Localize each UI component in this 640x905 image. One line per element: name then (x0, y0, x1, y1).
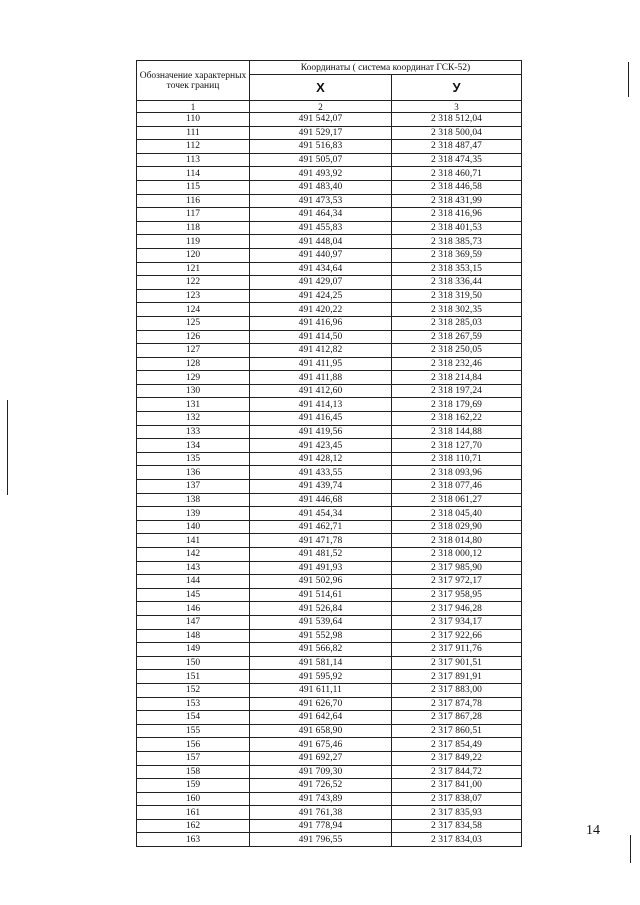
point-number-cell: 130 (137, 384, 250, 398)
point-number-cell: 153 (137, 697, 250, 711)
point-number-cell: 116 (137, 194, 250, 208)
table-row (137, 534, 522, 548)
table-row (137, 819, 522, 833)
y-coordinate-cell: 2 318 110,71 (392, 452, 522, 466)
point-number-cell: 156 (137, 738, 250, 752)
point-number-cell: 139 (137, 507, 250, 521)
x-coordinate-cell: 491 796,55 (250, 833, 392, 847)
point-number-cell: 131 (137, 398, 250, 412)
point-number-cell: 157 (137, 751, 250, 765)
x-coordinate-cell: 491 414,13 (250, 398, 392, 412)
y-coordinate-cell: 2 318 214,84 (392, 371, 522, 385)
y-coordinate-cell: 2 318 431,99 (392, 194, 522, 208)
y-coordinate-cell: 2 318 179,69 (392, 398, 522, 412)
table-row (137, 738, 522, 752)
table-row (137, 248, 522, 262)
y-coordinate-cell: 2 318 250,05 (392, 344, 522, 358)
x-coordinate-cell: 491 483,40 (250, 180, 392, 194)
column-number-2: 2 (250, 101, 392, 113)
point-number-cell: 155 (137, 724, 250, 738)
x-coordinate-cell: 491 502,96 (250, 575, 392, 589)
table-row (137, 425, 522, 439)
table-body (137, 113, 522, 847)
point-number-cell: 112 (137, 140, 250, 154)
point-number-cell: 138 (137, 493, 250, 507)
point-number-cell: 135 (137, 452, 250, 466)
y-coordinate-cell: 2 317 901,51 (392, 656, 522, 670)
point-number-cell: 150 (137, 656, 250, 670)
x-coordinate-cell: 491 658,90 (250, 724, 392, 738)
point-number-cell: 140 (137, 520, 250, 534)
x-coordinate-cell: 491 412,60 (250, 384, 392, 398)
x-coordinate-cell: 491 448,04 (250, 235, 392, 249)
table-row (137, 194, 522, 208)
point-number-cell: 118 (137, 221, 250, 235)
x-coordinate-cell: 491 566,82 (250, 643, 392, 657)
table-row (137, 140, 522, 154)
y-coordinate-cell: 2 317 849,22 (392, 751, 522, 765)
point-number-cell: 120 (137, 248, 250, 262)
point-number-cell: 132 (137, 412, 250, 426)
point-number-cell: 133 (137, 425, 250, 439)
y-coordinate-cell: 2 318 353,15 (392, 262, 522, 276)
x-coordinate-cell: 491 464,34 (250, 208, 392, 222)
point-number-cell: 148 (137, 629, 250, 643)
x-coordinate-cell: 491 542,07 (250, 113, 392, 127)
y-coordinate-cell: 2 317 867,28 (392, 711, 522, 725)
y-coordinate-cell: 2 318 267,59 (392, 330, 522, 344)
y-coordinate-cell: 2 318 093,96 (392, 466, 522, 480)
point-number-cell: 114 (137, 167, 250, 181)
y-coordinate-cell: 2 317 874,78 (392, 697, 522, 711)
point-number-cell: 137 (137, 480, 250, 494)
x-coordinate-cell: 491 433,55 (250, 466, 392, 480)
y-coordinate-cell: 2 317 911,76 (392, 643, 522, 657)
table-row (137, 493, 522, 507)
header-x: X (250, 75, 392, 101)
point-number-cell: 117 (137, 208, 250, 222)
x-coordinate-cell: 491 595,92 (250, 670, 392, 684)
point-number-cell: 110 (137, 113, 250, 127)
y-coordinate-cell: 2 318 014,80 (392, 534, 522, 548)
x-coordinate-cell: 491 581,14 (250, 656, 392, 670)
y-coordinate-cell: 2 318 127,70 (392, 439, 522, 453)
table-row (137, 507, 522, 521)
point-number-cell: 151 (137, 670, 250, 684)
x-coordinate-cell: 491 675,46 (250, 738, 392, 752)
x-coordinate-cell: 491 493,92 (250, 167, 392, 181)
table-row (137, 289, 522, 303)
table-row (137, 208, 522, 222)
x-coordinate-cell: 491 505,07 (250, 153, 392, 167)
y-coordinate-cell: 2 318 162,22 (392, 412, 522, 426)
y-coordinate-cell: 2 318 512,04 (392, 113, 522, 127)
table-row (137, 330, 522, 344)
table-row (137, 235, 522, 249)
x-coordinate-cell: 491 416,45 (250, 412, 392, 426)
table-row (137, 153, 522, 167)
scan-edge-mark-left (7, 400, 8, 495)
point-number-cell: 160 (137, 792, 250, 806)
point-number-cell: 154 (137, 711, 250, 725)
y-coordinate-cell: 2 317 958,95 (392, 588, 522, 602)
y-coordinate-cell: 2 318 077,46 (392, 480, 522, 494)
x-coordinate-cell: 491 428,12 (250, 452, 392, 466)
table-row (137, 452, 522, 466)
x-coordinate-cell: 491 514,61 (250, 588, 392, 602)
point-number-cell: 147 (137, 615, 250, 629)
coordinates-table (136, 60, 522, 847)
table-row (137, 167, 522, 181)
table-row (137, 602, 522, 616)
y-coordinate-cell: 2 318 416,96 (392, 208, 522, 222)
x-coordinate-cell: 491 455,83 (250, 221, 392, 235)
table-row (137, 357, 522, 371)
y-coordinate-cell: 2 317 844,72 (392, 765, 522, 779)
table-row (137, 316, 522, 330)
y-coordinate-cell: 2 317 972,17 (392, 575, 522, 589)
x-coordinate-cell: 491 423,45 (250, 439, 392, 453)
point-number-cell: 145 (137, 588, 250, 602)
x-coordinate-cell: 491 526,84 (250, 602, 392, 616)
point-number-cell: 124 (137, 303, 250, 317)
point-number-cell: 158 (137, 765, 250, 779)
x-coordinate-cell: 491 416,96 (250, 316, 392, 330)
table-row (137, 126, 522, 140)
point-number-cell: 125 (137, 316, 250, 330)
table-row (137, 303, 522, 317)
x-coordinate-cell: 491 462,71 (250, 520, 392, 534)
table-row (137, 656, 522, 670)
y-coordinate-cell: 2 317 860,51 (392, 724, 522, 738)
x-coordinate-cell: 491 529,17 (250, 126, 392, 140)
x-coordinate-cell: 491 642,64 (250, 711, 392, 725)
header-coordinates: Координаты ( система координат ГСК-52) (250, 61, 522, 75)
x-coordinate-cell: 491 424,25 (250, 289, 392, 303)
y-coordinate-cell: 2 318 144,88 (392, 425, 522, 439)
x-coordinate-cell: 491 491,93 (250, 561, 392, 575)
y-coordinate-cell: 2 318 232,46 (392, 357, 522, 371)
point-number-cell: 126 (137, 330, 250, 344)
table-row (137, 643, 522, 657)
table-row (137, 344, 522, 358)
x-coordinate-cell: 491 473,53 (250, 194, 392, 208)
point-number-cell: 146 (137, 602, 250, 616)
y-coordinate-cell: 2 317 891,91 (392, 670, 522, 684)
y-coordinate-cell: 2 318 061,27 (392, 493, 522, 507)
y-coordinate-cell: 2 317 841,00 (392, 779, 522, 793)
y-coordinate-cell: 2 317 834,58 (392, 819, 522, 833)
y-coordinate-cell: 2 317 838,07 (392, 792, 522, 806)
x-coordinate-cell: 491 446,68 (250, 493, 392, 507)
table-row (137, 724, 522, 738)
point-number-cell: 113 (137, 153, 250, 167)
y-coordinate-cell: 2 317 883,00 (392, 683, 522, 697)
table-row (137, 792, 522, 806)
point-number-cell: 142 (137, 548, 250, 562)
point-number-cell: 129 (137, 371, 250, 385)
table-row (137, 561, 522, 575)
table-row (137, 779, 522, 793)
table-row (137, 412, 522, 426)
table-row (137, 439, 522, 453)
y-coordinate-cell: 2 317 835,93 (392, 806, 522, 820)
x-coordinate-cell: 491 743,89 (250, 792, 392, 806)
point-number-cell: 144 (137, 575, 250, 589)
x-coordinate-cell: 491 709,30 (250, 765, 392, 779)
point-number-cell: 123 (137, 289, 250, 303)
table-row (137, 697, 522, 711)
y-coordinate-cell: 2 318 319,50 (392, 289, 522, 303)
table-row (137, 615, 522, 629)
x-coordinate-cell: 491 420,22 (250, 303, 392, 317)
table-row (137, 670, 522, 684)
y-coordinate-cell: 2 318 000,12 (392, 548, 522, 562)
y-coordinate-cell: 2 318 385,73 (392, 235, 522, 249)
y-coordinate-cell: 2 318 029,90 (392, 520, 522, 534)
point-number-cell: 115 (137, 180, 250, 194)
x-coordinate-cell: 491 439,74 (250, 480, 392, 494)
y-coordinate-cell: 2 317 946,28 (392, 602, 522, 616)
y-coordinate-cell: 2 317 934,17 (392, 615, 522, 629)
x-coordinate-cell: 491 440,97 (250, 248, 392, 262)
y-coordinate-cell: 2 317 854,49 (392, 738, 522, 752)
point-number-cell: 111 (137, 126, 250, 140)
x-coordinate-cell: 491 411,95 (250, 357, 392, 371)
table-row (137, 765, 522, 779)
x-coordinate-cell: 491 626,70 (250, 697, 392, 711)
point-number-cell: 127 (137, 344, 250, 358)
table-row (137, 575, 522, 589)
table-row (137, 384, 522, 398)
page-number: 14 (586, 823, 600, 838)
y-coordinate-cell: 2 318 500,04 (392, 126, 522, 140)
point-number-cell: 152 (137, 683, 250, 697)
x-coordinate-cell: 491 419,56 (250, 425, 392, 439)
column-number-3: 3 (392, 101, 522, 113)
point-number-cell: 121 (137, 262, 250, 276)
table-row (137, 113, 522, 127)
scan-edge-mark-right-bottom (630, 835, 631, 863)
table-row (137, 520, 522, 534)
point-number-cell: 143 (137, 561, 250, 575)
y-coordinate-cell: 2 317 922,66 (392, 629, 522, 643)
point-number-cell: 141 (137, 534, 250, 548)
table-row (137, 221, 522, 235)
point-number-cell: 119 (137, 235, 250, 249)
header-y: У (392, 75, 522, 101)
x-coordinate-cell: 491 778,94 (250, 819, 392, 833)
table-row (137, 548, 522, 562)
y-coordinate-cell: 2 318 474,35 (392, 153, 522, 167)
column-number-1: 1 (137, 101, 250, 113)
y-coordinate-cell: 2 318 197,24 (392, 384, 522, 398)
y-coordinate-cell: 2 318 045,40 (392, 507, 522, 521)
table-row (137, 262, 522, 276)
y-coordinate-cell: 2 318 446,58 (392, 180, 522, 194)
table-row (137, 751, 522, 765)
table-row (137, 466, 522, 480)
table-row (137, 629, 522, 643)
point-number-cell: 122 (137, 276, 250, 290)
x-coordinate-cell: 491 429,07 (250, 276, 392, 290)
point-number-cell: 163 (137, 833, 250, 847)
point-number-cell: 128 (137, 357, 250, 371)
table-row (137, 711, 522, 725)
table-row (137, 398, 522, 412)
table-header (137, 61, 522, 113)
x-coordinate-cell: 491 411,88 (250, 371, 392, 385)
x-coordinate-cell: 491 611,11 (250, 683, 392, 697)
point-number-cell: 159 (137, 779, 250, 793)
x-coordinate-cell: 491 434,64 (250, 262, 392, 276)
table-row (137, 833, 522, 847)
x-coordinate-cell: 491 481,52 (250, 548, 392, 562)
point-number-cell: 136 (137, 466, 250, 480)
scan-edge-mark-right (628, 62, 629, 97)
table-row (137, 180, 522, 194)
table-row (137, 480, 522, 494)
x-coordinate-cell: 491 726,52 (250, 779, 392, 793)
table-row (137, 371, 522, 385)
x-coordinate-cell: 491 414,50 (250, 330, 392, 344)
x-coordinate-cell: 491 539,64 (250, 615, 392, 629)
x-coordinate-cell: 491 552,98 (250, 629, 392, 643)
y-coordinate-cell: 2 318 487,47 (392, 140, 522, 154)
header-point-designation: Обозначение характерных точек границ (137, 61, 250, 101)
point-number-cell: 134 (137, 439, 250, 453)
point-number-cell: 149 (137, 643, 250, 657)
y-coordinate-cell: 2 318 336,44 (392, 276, 522, 290)
y-coordinate-cell: 2 318 460,71 (392, 167, 522, 181)
y-coordinate-cell: 2 318 285,03 (392, 316, 522, 330)
y-coordinate-cell: 2 317 985,90 (392, 561, 522, 575)
table-row (137, 588, 522, 602)
x-coordinate-cell: 491 412,82 (250, 344, 392, 358)
y-coordinate-cell: 2 318 401,53 (392, 221, 522, 235)
y-coordinate-cell: 2 318 302,35 (392, 303, 522, 317)
x-coordinate-cell: 491 761,38 (250, 806, 392, 820)
y-coordinate-cell: 2 317 834,03 (392, 833, 522, 847)
x-coordinate-cell: 491 454,34 (250, 507, 392, 521)
x-coordinate-cell: 491 471,78 (250, 534, 392, 548)
table-row (137, 683, 522, 697)
coordinates-table-wrapper (136, 60, 521, 847)
point-number-cell: 162 (137, 819, 250, 833)
y-coordinate-cell: 2 318 369,59 (392, 248, 522, 262)
table-row (137, 276, 522, 290)
point-number-cell: 161 (137, 806, 250, 820)
x-coordinate-cell: 491 692,27 (250, 751, 392, 765)
table-row (137, 806, 522, 820)
x-coordinate-cell: 491 516,83 (250, 140, 392, 154)
